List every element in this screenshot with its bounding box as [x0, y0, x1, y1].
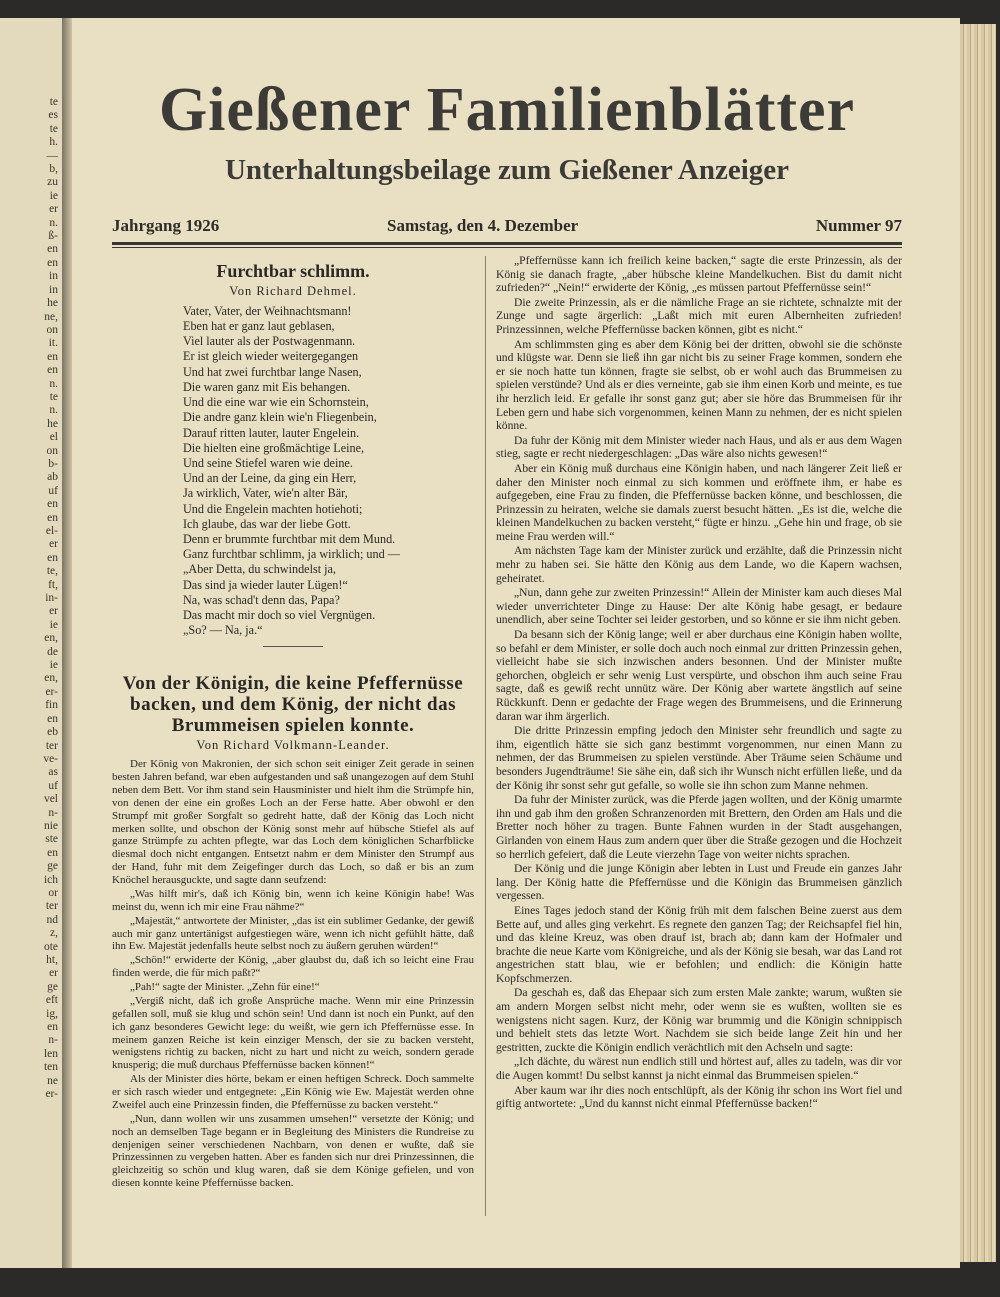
story-paragraph: Der König von Makronien, der sich schon seit einiger Zeit gerade in seinen besten Jahren befand, war eben aufgestanden und saß unangezogen auf dem Stuhl neben dem Bett. Vor ihm stand sein Hausminister und hielt ihm die Strümpfe hin, von denen der eine ein großes Loch an der Ferse hatte. Aber obwohl er den Strumpf mit großer Sorgfalt so gedreht hatte, daß der König das Loch nicht merken sollte, und obschon der König sonst mehr auf hübsche Stiefel als auf ganze Strümpfe zu achten pflegte, war das Loch dem königlichen Scharfblicke diesmal doch nicht entgangen. Entsetzt nahm er dem Minister den Strumpf aus der Hand, fuhr mit dem Zeigefinger durch das Loch, so daß er bis an zum Knöchel herausguckte, und sagte dann seufzend: — [112, 758, 474, 887]
issue-info-bar — [112, 216, 902, 238]
facing-page-fragment: zu — [47, 176, 58, 189]
poem-line: Ich glaube, das war der liebe Gott. — [183, 516, 351, 531]
facing-page-fragment: er — [49, 203, 58, 216]
story-paragraph: Die dritte Prinzessin empfing jedoch den Minister sehr freundlich und sagte zu ihm, eigentlich hätte sie sich ganz bestimmt vorgenommen, nur einen Mann zu nehmen, der das Brummeisen zu spielen verstünde. Aber Träume seien Schäume und besonders Jugendträume! Sie sähe ein, daß sich ihr Wunsch nicht erfüllen ließe, und da der König ihr sonst sehr gut gefalle, so wolle sie ihn schon zum Manne nehmen. — [496, 724, 902, 792]
newspaper-title: Gießener Familienblätter — [158, 76, 856, 144]
facing-page-fragment: ig, — [46, 1007, 58, 1020]
story-paragraph: „Vergiß nicht, daß ich große Ansprüche mache. Wenn mir eine Prinzessin gefallen soll, muß sie klug und schön sein! Und dann ist noch ein Punkt, auf den ich ganz besonderes Gewicht lege: du weißt, wie gern ich Pfeffernüsse esse. In meinem ganzen Reiche ist kein einziger Mensch, der sie zu backen versteht, wenigstens richtig zu backen, nicht zu hart und nicht zu weich, sondern gerade knusperig; die muß durchaus Pfeffernüsse backen können!“ — [112, 994, 474, 1072]
story-paragraph: „Schön!“ erwiderte der König, „aber glaubst du, daß ich so leicht eine Frau finden werde, die für mich paßt?“ — [112, 954, 474, 980]
story-paragraph: „Majestät,“ antwortete der Minister, „das ist ein sublimer Gedanke, der gewiß auch mir ganz untertänigst aufgestiegen wäre, wenn ich nicht gefühlt hätte, daß ihn Ew. Majestät jedenfalls heute selbst noch zu äußern geruhen würden!“ — [112, 914, 474, 953]
facing-page-fragment: ie — [49, 618, 58, 631]
facing-page-fragment: ie — [49, 659, 58, 672]
facing-page-fragment: te, — [46, 565, 58, 578]
story-paragraph: Am nächsten Tage kam der Minister zurück und erzählte, daß die Prinzessin nicht mehr zu haben sei. Sie hätte den König aus dem Lande, wo die Kapern wachsen, geheiratet. — [496, 544, 902, 585]
facing-page-text-fragments — [18, 96, 58, 1101]
facing-page-fragment: as — [48, 766, 58, 779]
facing-page-fragment: he — [47, 417, 58, 430]
facing-page-fragment: de — [47, 645, 58, 658]
facing-page-fragment: in — [49, 283, 58, 296]
facing-page-fragment: ge — [47, 980, 58, 993]
facing-page-fragment: vel — [43, 793, 58, 806]
story-paragraph: „Pah!“ sagte der Minister. „Zehn für eine!“ — [130, 981, 320, 994]
facing-page-fragment: er- — [45, 685, 58, 698]
facing-page-fragment: n- — [48, 1034, 58, 1047]
story-byline: Von Richard Volkmann-Leander. — [196, 738, 390, 753]
left-column — [112, 254, 474, 1191]
facing-page-fragment: — — [46, 149, 58, 162]
facing-page-fragment: ten — [43, 1061, 58, 1074]
poem-end-rule — [263, 646, 323, 647]
issue-date: Samstag, den 4. Dezember — [387, 216, 579, 235]
poem-line: Und an der Leine, da ging ein Herr, — [183, 471, 357, 486]
story-paragraph: Der König und die junge Königin aber lebten in Lust und Freude ein ganzes Jahr lang. Der König hatte die Pfeffernüsse und die Königin das Brummeisen gänzlich vergessen. — [496, 862, 902, 903]
facing-page-fragment: b- — [48, 457, 58, 470]
poem-line: Darauf ritten lauter, lauter Engelein. — [183, 425, 360, 440]
facing-page-fragment: en — [47, 551, 58, 564]
facing-page-fragment: or — [48, 886, 58, 899]
poem-line: Und die eine war wie ein Schornstein, — [183, 395, 369, 410]
facing-page-fragment: ne — [47, 1074, 58, 1087]
facing-page-fragment: en — [47, 712, 58, 725]
facing-page-fragment: len — [43, 1047, 58, 1060]
poem-line: Viel lauter als der Postwagenmann. — [183, 334, 356, 349]
facing-page-fragment: er — [49, 605, 58, 618]
poem-line: Und die Engelein machten hotiehoti; — [183, 501, 363, 516]
facing-page-fragment: on — [46, 444, 58, 457]
poem-line: Und hat zwei furchtbar lange Nasen, — [183, 364, 362, 379]
story-paragraph: Aber kaum war ihr dies noch entschlüpft, als der König ihr schon ins Wort fiel und giftig antwortete: „Und du kannst nicht einmal Pfeffernüsse backen!“ — [496, 1083, 902, 1111]
facing-page-fragment: en — [47, 243, 58, 256]
facing-page-fragment: en — [47, 256, 58, 269]
facing-page-fragment: er — [49, 967, 58, 980]
facing-page-fragment: n. — [49, 404, 58, 417]
story-paragraph: „Was hilft mir's, daß ich König bin, wenn ich keine Königin habe! Was meinst du, wenn ich mir eine Frau nähme?“ — [112, 887, 474, 913]
facing-page-fragment: en — [47, 511, 58, 524]
book-gutter — [62, 18, 72, 1268]
header-rule-thin — [112, 247, 902, 248]
facing-page-fragment: el — [49, 431, 58, 444]
facing-page-fragment: b, — [49, 163, 58, 176]
newspaper-subtitle: Unterhaltungsbeilage zum Gießener Anzeiger — [224, 154, 790, 186]
issue-year: Jahrgang 1926 — [112, 216, 220, 235]
facing-page-fragment: te — [49, 96, 58, 108]
facing-page-fragment: in — [49, 270, 58, 283]
story-title: Von der Königin, die keine Pfeffernüsse backen, und dem König, der nicht das Brummeisen spielen konnte. — [122, 673, 464, 737]
facing-page-fragment: in- — [45, 592, 58, 605]
facing-page-fragment: fin — [45, 699, 58, 712]
column-divider — [485, 256, 486, 1216]
story-paragraph: „Pfeffernüsse kann ich freilich keine backen,“ sagte die erste Prinzessin, als der König sie danach fragte, „aber hübsche kleine Mandelkuchen. Bist du damit nicht zufrieden?“ „Nein!“ erwiderte der König, „es müssen partout Pfeffernüsse sein!“ — [496, 254, 902, 295]
facing-page-fragment: en — [47, 846, 58, 859]
facing-page-fragment: ote — [43, 940, 58, 953]
facing-page-fragment: it. — [48, 337, 58, 350]
facing-page-fragment: he — [47, 297, 58, 310]
page-edges — [960, 24, 996, 1262]
poem-line: Die andre ganz klein wie'n Fliegenbein, — [183, 410, 377, 425]
facing-page-fragment: te — [49, 390, 58, 403]
poem-line: „Aber Detta, du schwindelst ja, — [183, 562, 336, 577]
facing-page-fragment: n- — [48, 806, 58, 819]
poem-line: Die waren ganz mit Eis behangen. — [183, 379, 351, 394]
poem-byline: Von Richard Dehmel. — [229, 284, 357, 298]
facing-page-fragment: ht, — [46, 954, 58, 966]
facing-page-fragment: en, — [44, 672, 58, 685]
facing-page-fragment: el- — [45, 525, 58, 537]
facing-page-fragment: ich — [43, 873, 58, 886]
story-paragraph: Da besann sich der König lange; weil er aber durchaus eine Königin haben wollte, so befahl er dem Minister, er solle doch auch noch einmal zur dritten Prinzessin gehen, vielleicht habe sie sich inzwischen anders besonnen. Und der Minister mußte gehorchen, obgleich er sehr wenig Lust verspürte, und obschon ihm auch seine Frau sagte, daß es gewiß recht unnütz wäre. Der König aber wartete ängstlich auf seine Rückkunft. Denn er gedachte der Frage wegen des Brummeisens, und die Erinnerung daran war ihm ärgerlich. — [496, 628, 902, 723]
facing-page-fragment: en — [47, 364, 58, 377]
facing-page-fragment: n. — [49, 377, 58, 390]
story-paragraph: „Nun, dann gehe zur zweiten Prinzessin!“ Allein der Minister kam auch dieses Mal wieder unverrichteter Dinge zu Hause: Der alte König habe gesagt, er bedaure unendlich, aber seine Tochter sei leider gestorben, und so könne er sie ihm nicht geben. — [496, 586, 902, 627]
facing-page-fragment: ab — [47, 471, 58, 484]
poem-line: Ganz furchtbar schlimm, ja wirklich; und — — [183, 547, 400, 562]
facing-page-fragment: on — [46, 323, 58, 336]
facing-page-fragment: n. — [49, 216, 58, 229]
poem-line: Er ist gleich wieder weitergegangen — [183, 349, 359, 364]
poem-line: Und seine Stiefel waren wie deine. — [183, 455, 353, 470]
facing-page — [0, 18, 62, 1268]
facing-page-fragment: ne, — [44, 310, 58, 323]
poem-line: Das macht mir doch so viel Vergnügen. — [183, 607, 376, 622]
facing-page-fragment: nd — [46, 913, 58, 926]
story-paragraph: Eines Tages jedoch stand der König früh mit dem falschen Beine zuerst aus dem Bette auf, und alles ging verkehrt. Es regnete den ganzen Tag; der Reichsapfel fiel hin, und das kleine Kreuz, was oben drauf ist, brach ab; dann kam der Hofmaler und brachte die neue Karte vom Königreiche, und als der König sie besah, war das Land rot angestrichen statt blau, wie er befohlen; und endlich: die Königin hatte Kopfschmerzen. — [496, 903, 902, 985]
facing-page-fragment: ft, — [48, 578, 58, 591]
poem-text — [112, 304, 474, 638]
story-paragraph: Am schlimmsten ging es aber dem König bei der dritten, obwohl sie die schönste und klügste war. Denn sie ließ ihn gar nicht bis zu seiner Frage kommen, sondern ehe er sie noch hatte tun können, fragte sie selbst, ob er wohl auch das Brummeisen zu spielen verstünde? Und als er dies verneinte, gab sie ihm einen Korb und meinte, es tue ihr herzlich leid. Er gefalle ihr sonst ganz gut; aber sie höre das Brummeisen für ihr Leben gern und habe sich vorgenommen, keinen Mann zu nehmen, der es nicht spielen könne. — [496, 337, 902, 433]
story-paragraph: „Nun, dann wollen wir uns zusammen umsehen!“ versetzte der König; und noch an demselben Tage begann er in Begleitung des Ministers die Rundreise zu denjenigen seiner verschiedenen Nachbarn, von denen er wußte, daß sie Prinzessinnen zu vergeben hatten. Aber es fanden sich nur drei Prinzessinnen, die gleichzeitig so schön und klug waren, daß sie dem Könige gefielen, und von diesen konnte keine Pfeffernüsse backen. — [112, 1112, 474, 1190]
facing-page-fragment: er — [49, 538, 58, 551]
poem-line: Na, was schad't denn das, Papa? — [183, 592, 340, 607]
facing-page-fragment: ge — [47, 860, 58, 873]
facing-page-fragment: en — [47, 498, 58, 511]
poem-line: Das sind ja wieder lauter Lügen!“ — [183, 577, 348, 592]
poem-line: Vater, Vater, der Weihnachtsmann! — [183, 303, 352, 318]
issue-number: Nummer 97 — [815, 216, 902, 235]
facing-page-fragment: h. — [49, 136, 58, 149]
facing-page-fragment: te — [49, 122, 58, 135]
story-paragraph: „Ich dächte, du wärest nun endlich still und hörtest auf, alles zu tadeln, was dir vor die Augen kommt! Du selbst kannst ja nicht einmal das Brummeisen spielen.“ — [496, 1055, 902, 1083]
facing-page-fragment: ve- — [43, 752, 58, 765]
newspaper-page — [72, 18, 960, 1268]
masthead — [112, 72, 902, 188]
story-paragraph: Da geschah es, daß das Ehepaar sich zum ersten Male zankte; warum, wußten sie am andern Morgen selbst nicht mehr, oder wenn sie es wußten, wollten sie es wenigstens nicht sagen. Kurz, der König war brummig und die Königin schnippisch und behielt stets das letzte Wort. Nachdem sie sich beide lange Zeit hin und her gestritten, zuckte die Königin endlich verächtlich mit den Achseln und sagte: — [496, 986, 902, 1054]
poem-title: Furchtbar schlimm. — [216, 261, 370, 281]
story-paragraph: Die zweite Prinzessin, als er die nämliche Frage an sie richtete, schnalzte mit der Zunge und sagte ärgerlich: „Laßt mich mit euren Albernheiten zufrieden! Prinzessinnen, welche Pfeffernüsse backen können, gibt es nicht.“ — [496, 295, 902, 336]
facing-page-fragment: eft — [45, 994, 58, 1007]
story-paragraph: Da fuhr der Minister zurück, was die Pferde jagen wollten, und der König umarmte ihn und gab ihm den großen Schranzenorden mit Brettern, den Orden am Hals und die Bretter noch höher zu tragen. Bunte Fahnen wurden in der Stadt ausgehangen, Girlanden von einem Haus zum andern quer über die Straße gezogen und die Hochzeit so herrlich gefeiert, daß die Leute vierzehn Tage von weiter nichts sprachen. — [496, 793, 902, 861]
header-rule-thick — [112, 242, 902, 245]
facing-page-fragment: er- — [45, 1088, 58, 1101]
facing-page-fragment: nie — [43, 819, 58, 832]
story-paragraph: Als der Minister dies hörte, bekam er einen heftigen Schreck. Doch sammelte er sich rasch wieder und entgegnete: „Ein König wie Ew. Majestät werden ohne Zweifel auch eine Prinzessin finden, die Pfeffernüsse zu backen versteht.“ — [112, 1073, 474, 1111]
story-text-left — [112, 758, 474, 1190]
facing-page-fragment: ter — [45, 739, 58, 752]
right-column — [496, 254, 902, 1112]
poem-line: Eben hat er ganz laut geblasen, — [183, 319, 335, 334]
story-paragraph: Aber ein König muß durchaus eine Königin haben, und nach längerer Zeit ließ er daher den Minister noch einmal zu sich kommen und eröffnete ihm, er habe es aufgegeben, eine Frau zu finden, die Pfeffernüsse backen könne, und beschlossen, die Prinzessin zu heiraten, welche sie damals zuerst besucht hätten. „Es ist die, welche die kleinen Mandelkuchen zu backen versteht,“ fügte er hinzu. „Gehe hin und frage, ob sie meine Frau werden will.“ — [496, 461, 902, 543]
story-paragraph: Da fuhr der König mit dem Minister wieder nach Haus, und als er aus dem Wagen stieg, sagte er recht niedergeschlagen: „Das wäre also nichts gewesen!“ — [496, 433, 902, 461]
facing-page-fragment: uf — [48, 484, 58, 497]
facing-page-fragment: ie — [49, 189, 58, 202]
facing-page-fragment: ß- — [48, 230, 58, 243]
poem-line: Die hielten eine großmächtige Leine, — [183, 440, 365, 455]
poem-line: „So? — Na, ja.“ — [183, 623, 263, 638]
facing-page-fragment: ter — [45, 900, 58, 913]
facing-page-fragment: en — [47, 1021, 58, 1034]
facing-page-fragment: en — [47, 350, 58, 363]
facing-page-fragment: en, — [44, 632, 58, 645]
poem-line: Denn er brummte furchtbar mit dem Mund. — [183, 531, 396, 546]
facing-page-fragment: eb — [47, 726, 58, 739]
facing-page-fragment: z, — [50, 927, 58, 940]
facing-page-fragment: ste — [45, 833, 58, 846]
poem-line: Ja wirklich, Vater, wie'n alter Bär, — [183, 486, 348, 501]
facing-page-fragment: uf — [48, 779, 58, 792]
facing-page-fragment: es — [48, 109, 58, 122]
